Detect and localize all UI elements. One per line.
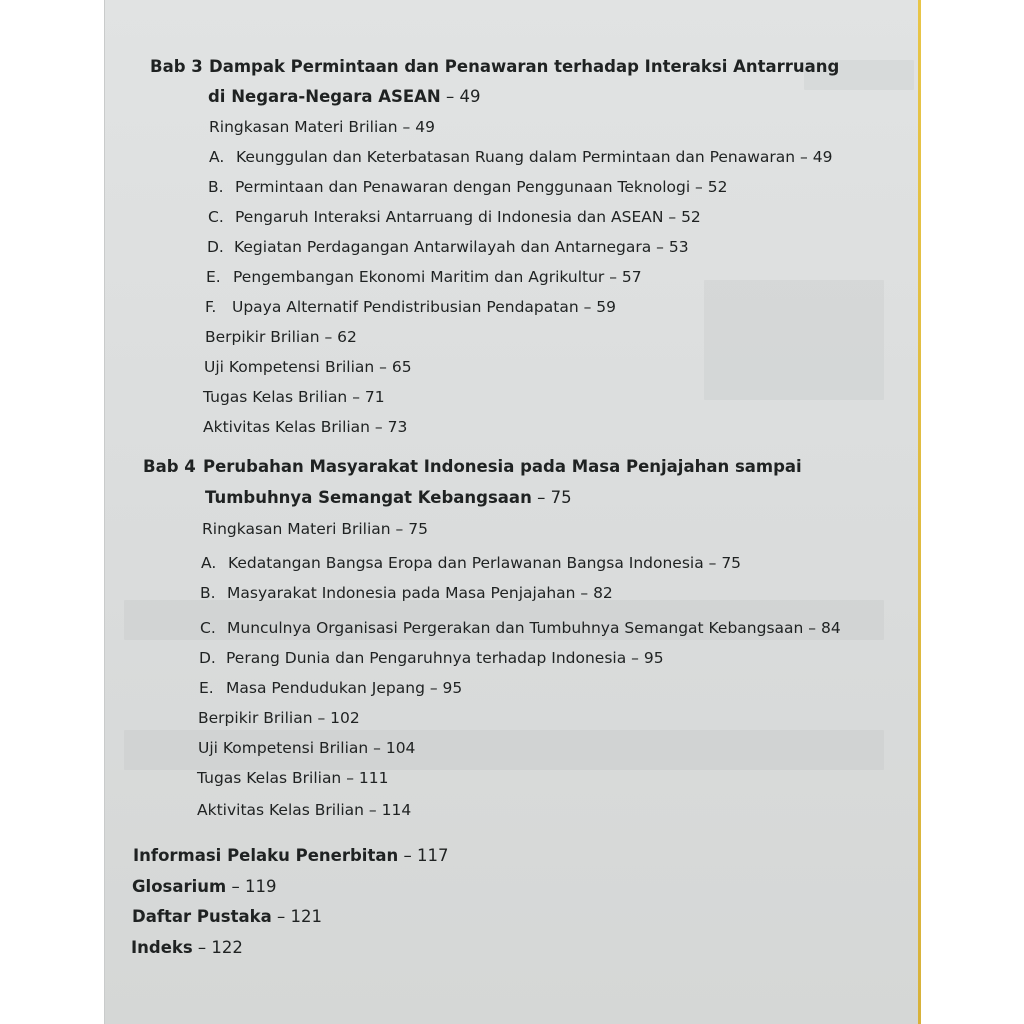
bab4-entry	[197, 800, 411, 820]
bab4-title-line2	[205, 488, 572, 508]
entry-text: Berpikir Brilian – 62	[205, 328, 357, 346]
bab3-title-page: – 49	[440, 87, 481, 106]
bleed-through-block	[704, 280, 884, 400]
bab3-entry	[209, 117, 435, 137]
bab3-title-line1: Dampak Permintaan dan Penawaran terhadap Interaksi Antarruang	[209, 57, 840, 76]
entry-text: Uji Kompetensi Brilian – 104	[198, 739, 416, 757]
entry-text: Aktivitas Kelas Brilian – 114	[197, 801, 412, 819]
back-matter-entry	[132, 877, 276, 897]
bab3-section-entry	[207, 237, 689, 257]
section-letter: E.	[206, 268, 221, 286]
entry-text: Pengaruh Interaksi Antarruang di Indonesia dan ASEAN – 52	[235, 208, 701, 226]
bab3-entry	[204, 357, 412, 377]
entry-text: Masa Pendudukan Jepang – 95	[226, 679, 463, 697]
bab4-title-line2-text: Tumbuhnya Semangat Kebangsaan	[205, 488, 532, 507]
entry-text: Uji Kompetensi Brilian – 65	[204, 358, 412, 376]
section-letter: B.	[200, 584, 216, 602]
bab4-entry	[197, 768, 388, 788]
bab3-title-line2-text: di Negara-Negara ASEAN	[208, 87, 441, 106]
page-edge	[918, 0, 921, 1024]
section-letter: F.	[205, 298, 217, 316]
entry-text: Masyarakat Indonesia pada Masa Penjajahan – 82	[227, 584, 613, 602]
bab4-section-entry	[201, 553, 741, 573]
section-letter: C.	[208, 208, 224, 226]
bab4-entry	[198, 708, 360, 728]
section-letter: B.	[208, 178, 224, 196]
section-letter: A.	[209, 148, 225, 166]
bab4-entry	[202, 519, 428, 539]
bab3-section-entry	[205, 297, 616, 317]
bab3-section-entry	[209, 147, 832, 167]
bab3-entry	[205, 327, 357, 347]
bab4-title-line1: Perubahan Masyarakat Indonesia pada Masa Penjajahan sampai	[203, 457, 802, 476]
back-matter-title: Indeks	[131, 938, 193, 957]
entry-text: Pengembangan Ekonomi Maritim dan Agrikultur – 57	[233, 268, 642, 286]
back-matter-title: Glosarium	[132, 877, 227, 896]
bab4-title-page: – 75	[531, 488, 572, 507]
entry-text: Keunggulan dan Keterbatasan Ruang dalam Permintaan dan Penawaran – 49	[236, 148, 833, 166]
bab4-section-entry	[199, 648, 664, 668]
section-letter: E.	[199, 679, 214, 697]
bab3-section-entry	[208, 207, 701, 227]
entry-text: Kedatangan Bangsa Eropa dan Perlawanan Bangsa Indonesia – 75	[228, 554, 742, 572]
back-matter-entry	[133, 846, 448, 866]
entry-text: Permintaan dan Penawaran dengan Penggunaan Teknologi – 52	[235, 178, 728, 196]
entry-text: Perang Dunia dan Pengaruhnya terhadap Indonesia – 95	[226, 649, 664, 667]
entry-text: Kegiatan Perdagangan Antarwilayah dan Antarnegara – 53	[234, 238, 689, 256]
entry-text: Munculnya Organisasi Pergerakan dan Tumbuhnya Semangat Kebangsaan – 84	[227, 619, 841, 637]
section-letter: D.	[199, 649, 216, 667]
bab4-section-entry	[199, 678, 462, 698]
entry-text: Berpikir Brilian – 102	[198, 709, 360, 727]
section-letter: D.	[207, 238, 224, 256]
bab3-section-entry	[208, 177, 727, 197]
back-matter-entry	[132, 907, 322, 927]
entry-text: Aktivitas Kelas Brilian – 73	[203, 418, 408, 436]
section-letter: A.	[201, 554, 217, 572]
entry-text: Ringkasan Materi Brilian – 49	[209, 118, 435, 136]
back-matter-entry	[131, 938, 243, 958]
entry-text: Tugas Kelas Brilian – 111	[197, 769, 389, 787]
back-matter-title: Informasi Pelaku Penerbitan	[133, 846, 399, 865]
entry-text: Upaya Alternatif Pendistribusian Pendapatan – 59	[232, 298, 616, 316]
bab3-entry	[203, 387, 385, 407]
bab3-entry	[203, 417, 407, 437]
back-matter-page: – 119	[226, 877, 277, 896]
back-matter-page: – 117	[398, 846, 449, 865]
bab3-label: Bab 3	[150, 57, 203, 76]
back-matter-page: – 122	[192, 938, 243, 957]
bab3-section-entry	[206, 267, 642, 287]
bab3-title-line2	[208, 87, 481, 107]
bab4-entry	[198, 738, 415, 758]
back-matter-page: – 121	[271, 907, 322, 926]
entry-text: Ringkasan Materi Brilian – 75	[202, 520, 428, 538]
back-matter-title: Daftar Pustaka	[132, 907, 272, 926]
bab4-section-entry	[200, 618, 841, 638]
bab4-label: Bab 4	[143, 457, 196, 476]
entry-text: Tugas Kelas Brilian – 71	[203, 388, 385, 406]
bab4-section-entry	[200, 583, 613, 603]
section-letter: C.	[200, 619, 216, 637]
